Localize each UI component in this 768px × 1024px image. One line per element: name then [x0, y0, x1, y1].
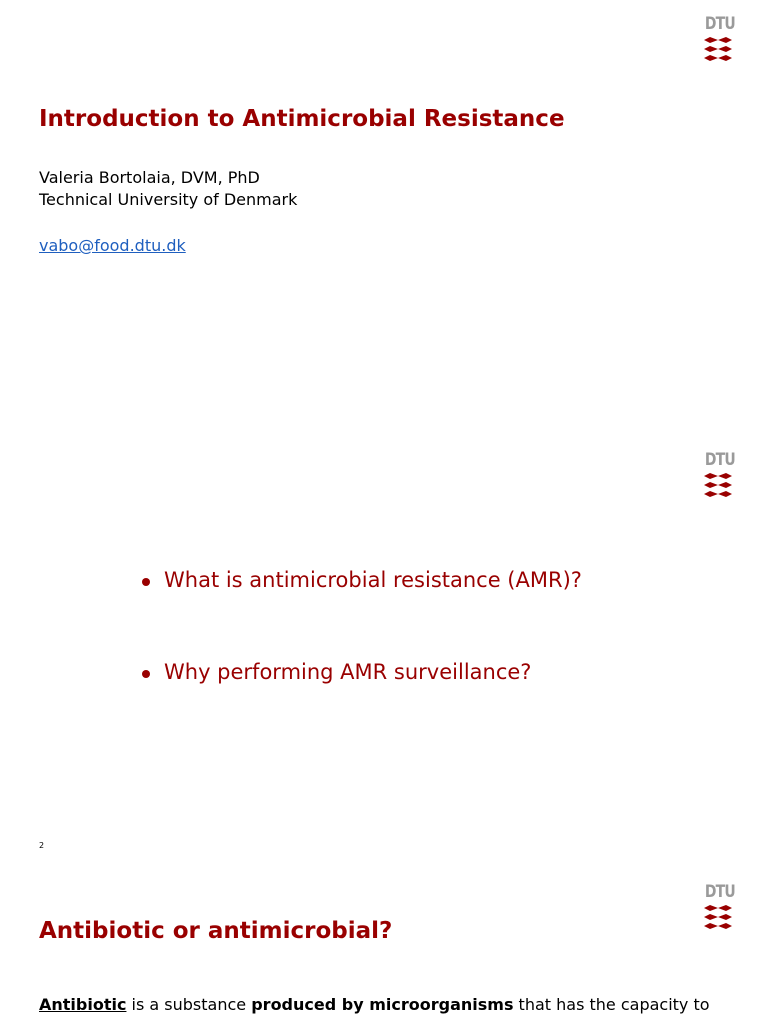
- dtu-logo-waves-icon: [702, 472, 734, 498]
- slide-title-heading: Introduction to Antimicrobial Resistance: [39, 106, 565, 132]
- dtu-logo-icon: [702, 882, 734, 930]
- slide-definition-heading: Antibiotic or antimicrobial?: [39, 918, 393, 944]
- dtu-logo-waves-icon: [702, 36, 734, 62]
- author-name: Valeria Bortolaia, DVM, PhD: [39, 168, 260, 187]
- logo-text: DTU: [704, 14, 735, 34]
- email-link[interactable]: vabo@food.dtu.dk: [39, 236, 186, 255]
- author-block: [39, 167, 297, 211]
- definition-paragraph: [39, 992, 729, 1018]
- bullet-text: What is antimicrobial resistance (AMR)?: [164, 568, 582, 592]
- bullet-dot-icon: [142, 578, 150, 586]
- outline-bullet-list: [140, 568, 582, 752]
- definition-text-part2: that has the capacity to: [513, 995, 710, 1014]
- author-affiliation: Technical University of Denmark: [39, 190, 298, 209]
- bullet-item: [140, 660, 582, 752]
- dtu-logo-icon: [702, 14, 734, 62]
- bullet-text: Why performing AMR surveillance?: [164, 660, 532, 684]
- bullet-dot-icon: [142, 670, 150, 678]
- slide-definition: [0, 860, 768, 1024]
- definition-text-part1: is a substance: [126, 995, 252, 1014]
- logo-text: DTU: [704, 450, 735, 470]
- page-number: 2: [39, 841, 45, 850]
- dtu-logo-waves-icon: [702, 904, 734, 930]
- slide-title: [0, 0, 768, 430]
- definition-bold-phrase: produced by microorganisms: [251, 995, 514, 1014]
- definition-term: Antibiotic: [39, 995, 127, 1014]
- slide-outline: [0, 430, 768, 860]
- bullet-item: [140, 568, 582, 660]
- dtu-logo-icon: [702, 450, 734, 498]
- logo-text: DTU: [704, 882, 735, 902]
